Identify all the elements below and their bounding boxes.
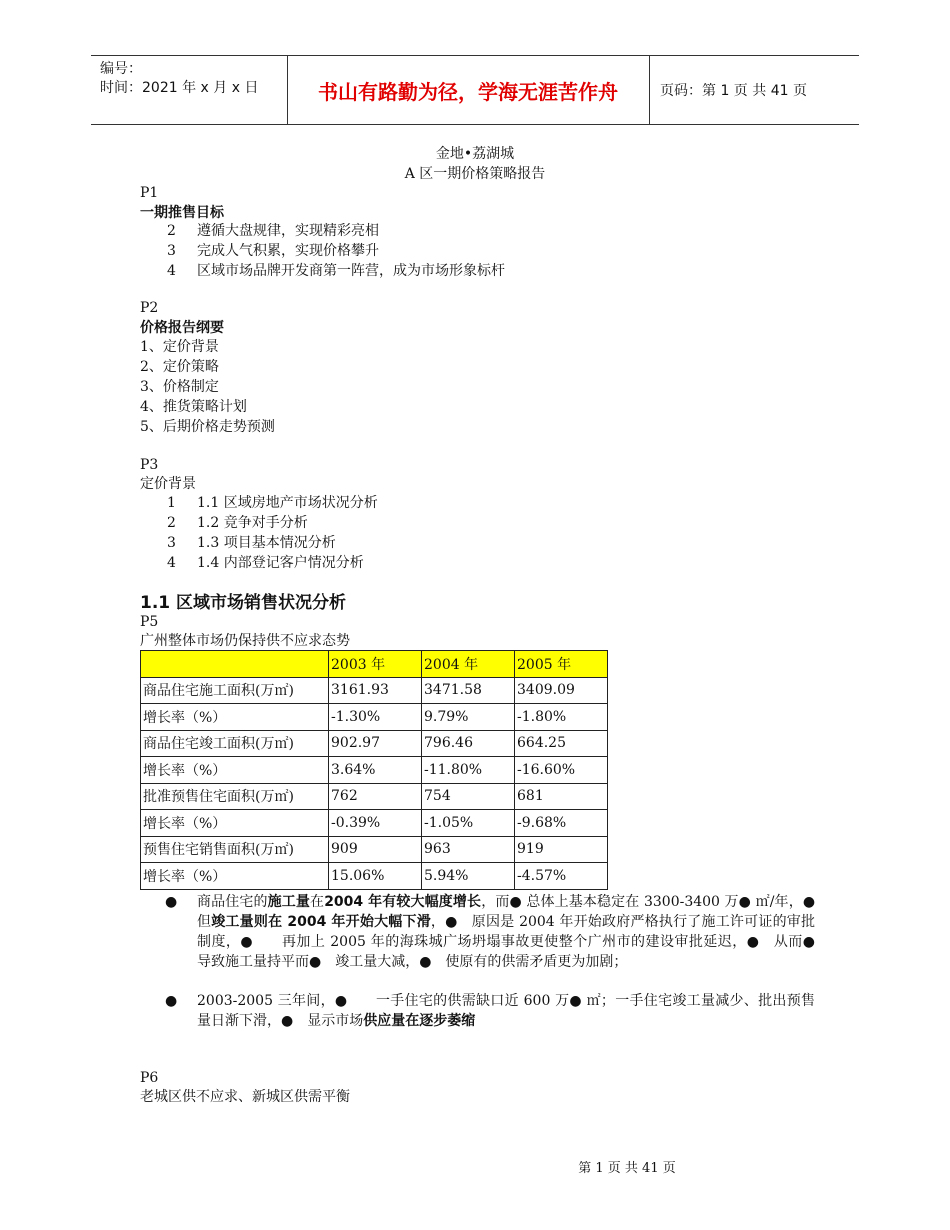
bg-item: 1 1.1 区域房地产市场状况分析 (167, 495, 378, 511)
bullet-dot-icon: ● (165, 993, 178, 1009)
table-cell: 762 (329, 783, 422, 810)
table-row (141, 757, 608, 784)
table-row (141, 863, 608, 890)
table-cell: -11.80% (422, 757, 515, 784)
p6-subtitle: 老城区供不应求、新城区供需平衡 (140, 1089, 350, 1105)
table-header-cell: 2005 年 (515, 651, 608, 678)
header-motto: 书山有路勤为径，学海无涯苦作舟 (318, 79, 618, 104)
outline-item: 1、定价背景 (140, 339, 219, 355)
table-cell: -0.39% (329, 810, 422, 837)
doc-subtitle: A 区一期价格策略报告 (404, 166, 546, 182)
bullet-text: 商品住宅的施工量在2004 年有较大幅度增长，而● 总体上基本稳定在 3300-3400 万● ㎡/年，● 但竣工量则在 2004 年开始大幅下滑，● 原因是 2004 年开始政府严格执行了施工许可证的审批制度，● 再加上 2005 年的海珠城广场坍塌事故更使整个广州市的建设审批延迟，● 从而● 导致施工量持平而● 竣工量大减，● 使原有的供需矛盾更为加剧； (197, 894, 844, 970)
table-cell: -1.30% (329, 704, 422, 731)
table-row (141, 836, 608, 863)
page-marker: P6 (140, 1070, 159, 1086)
table-header-row (141, 651, 608, 678)
bullet-dot-icon: ● (165, 894, 178, 910)
supply-table (140, 650, 608, 890)
table-cell: 3.64% (329, 757, 422, 784)
table-cell: -1.05% (422, 810, 515, 837)
page-footer: 第 1 页 共 41 页 (578, 1161, 676, 1176)
bg-item: 3 1.3 项目基本情况分析 (167, 535, 336, 551)
table-cell: 15.06% (329, 863, 422, 890)
bg-item: 4 1.4 内部登记客户情况分析 (167, 555, 364, 571)
outline-heading: 价格报告纲要 (140, 320, 224, 336)
table-cell: 902.97 (329, 730, 422, 757)
bg-item: 2 1.2 竞争对手分析 (167, 515, 308, 531)
table-cell: 796.46 (422, 730, 515, 757)
table-row (141, 783, 608, 810)
outline-item: 2、定价策略 (140, 359, 219, 375)
header-page-info: 页码：第 1 页 共 41 页 (660, 83, 807, 99)
page-marker: P1 (140, 185, 159, 201)
section-heading: 1.1 区域市场销售状况分析 (140, 593, 347, 613)
page-marker: P5 (140, 614, 159, 630)
doc-title: 金地•荔湖城 (435, 146, 515, 162)
table-cell: 5.94% (422, 863, 515, 890)
bullet-text: 2003-2005 三年间，● 一手住宅的供需缺口近 600 万● ㎡；一手住宅竣工量减少、批出预售量日渐下滑，● 显示市场供应量在逐步萎缩 (197, 993, 815, 1029)
table-header-cell: 2004 年 (422, 651, 515, 678)
goal-item: 2 遵循大盘规律，实现精彩亮相 (167, 223, 379, 239)
table-cell: -9.68% (515, 810, 608, 837)
table-cell: -4.57% (515, 863, 608, 890)
table-row (141, 677, 608, 704)
page-marker: P3 (140, 457, 159, 473)
table-header-cell: 2003 年 (329, 651, 422, 678)
page-header (91, 55, 859, 125)
goal-item: 3 完成人气积累，实现价格攀升 (167, 243, 379, 259)
table-cell: 909 (329, 836, 422, 863)
table-row (141, 730, 608, 757)
table-cell: 9.79% (422, 704, 515, 731)
header-divider (649, 56, 650, 124)
goal-item: 4 区域市场品牌开发商第一阵营，成为市场形象标杆 (167, 263, 505, 279)
table-row (141, 704, 608, 731)
table-cell: 681 (515, 783, 608, 810)
table-cell: 增长率（%） (141, 704, 329, 731)
table-cell: 商品住宅竣工面积(万㎡) (141, 730, 329, 757)
goal-heading: 一期推售目标 (140, 205, 224, 221)
table-row (141, 810, 608, 837)
table-cell: -1.80% (515, 704, 608, 731)
table-cell: 增长率（%） (141, 810, 329, 837)
time-label: 时间：2021 年 x 月 x 日 (100, 80, 259, 96)
serial-label: 编号： (100, 61, 142, 77)
table-cell: 预售住宅销售面积(万㎡) (141, 836, 329, 863)
table-cell: 919 (515, 836, 608, 863)
outline-item: 5、后期价格走势预测 (140, 419, 275, 435)
table-cell: 增长率（%） (141, 757, 329, 784)
table-caption: 广州整体市场仍保持供不应求态势 (140, 633, 350, 649)
header-meta (100, 60, 258, 98)
table-cell: 批准预售住宅面积(万㎡) (141, 783, 329, 810)
table-cell: 3471.58 (422, 677, 515, 704)
table-cell: 963 (422, 836, 515, 863)
page-marker: P2 (140, 300, 159, 316)
table-cell: 3409.09 (515, 677, 608, 704)
table-cell: -16.60% (515, 757, 608, 784)
bg-heading: 定价背景 (140, 476, 196, 492)
table-cell: 增长率（%） (141, 863, 329, 890)
table-cell: 754 (422, 783, 515, 810)
table-cell: 商品住宅施工面积(万㎡) (141, 677, 329, 704)
table-cell: 664.25 (515, 730, 608, 757)
analysis-bullet (165, 991, 815, 1031)
outline-item: 3、价格制定 (140, 379, 219, 395)
outline-item: 4、推货策略计划 (140, 399, 247, 415)
table-header-cell (141, 651, 329, 678)
analysis-bullet (165, 892, 844, 972)
table-cell: 3161.93 (329, 677, 422, 704)
